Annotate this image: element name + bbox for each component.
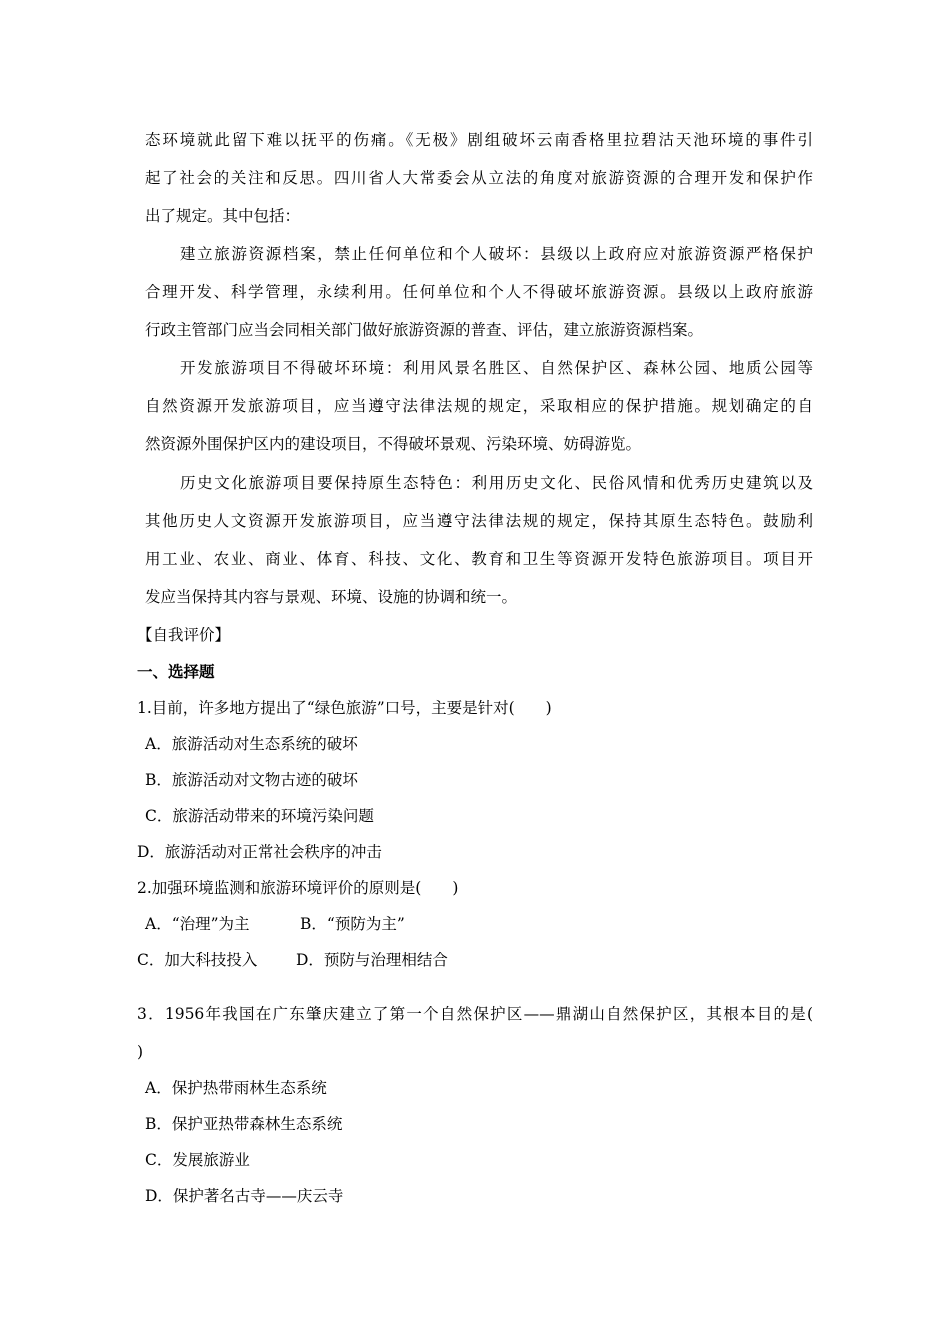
culture-line-2: 其他历史人文资源开发旅游项目，应当遵守法律法规的规定，保持其原生态特色。鼓励利 <box>145 512 813 530</box>
culture-line-3: 用工业、农业、商业、体育、科技、文化、教育和卫生等资源开发特色旅游项目。项目开 <box>145 550 813 568</box>
q1-option-d: D．旅游活动对正常社会秩序的冲击 <box>137 843 382 861</box>
culture-line-4: 发应当保持其内容与景观、环境、设施的协调和统一。 <box>145 588 518 606</box>
q3-stem-line-2: ) <box>137 1043 144 1061</box>
q1-option-a: A．旅游活动对生态系统的破坏 <box>145 735 358 753</box>
intro-line-3: 出了规定。其中包括： <box>145 207 301 225</box>
q1-option-c: C．旅游活动带来的环境污染问题 <box>145 807 374 825</box>
q2-stem: 2.加强环境监测和旅游环境评价的原则是( ) <box>137 879 459 897</box>
q1-option-b: B．旅游活动对文物古迹的破坏 <box>145 771 358 789</box>
q2-option-a: A．“治理”为主 <box>145 915 250 933</box>
q2-option-b: B．“预防为主” <box>300 915 405 933</box>
q3-option-c: C．发展旅游业 <box>145 1151 250 1169</box>
culture-line-1: 历史文化旅游项目要保持原生态特色：利用历史文化、民俗风情和优秀历史建筑以及 <box>180 474 813 492</box>
environment-line-1: 开发旅游项目不得破坏环境：利用风景名胜区、自然保护区、森林公园、地质公园等 <box>180 359 813 377</box>
intro-line-1: 态环境就此留下难以抚平的伤痛。《无极》剧组破坏云南香格里拉碧沽天池环境的事件引 <box>145 131 813 149</box>
q3-option-d: D．保护著名古寺——庆云寺 <box>145 1187 344 1205</box>
archive-line-3: 行政主管部门应当会同相关部门做好旅游资源的普查、评估，建立旅游资源档案。 <box>145 321 704 339</box>
q2-option-d: D．预防与治理相结合 <box>296 951 448 969</box>
q1-stem: 1.目前，许多地方提出了“绿色旅游”口号，主要是针对( ) <box>137 699 552 717</box>
archive-line-1: 建立旅游资源档案，禁止任何单位和个人破坏：县级以上政府应对旅游资源严格保护 <box>180 245 813 263</box>
q3-option-a: A．保护热带雨林生态系统 <box>145 1079 327 1097</box>
intro-line-2: 起了社会的关注和反思。四川省人大常委会从立法的角度对旅游资源的合理开发和保护作 <box>145 169 813 187</box>
environment-line-3: 然资源外围保护区内的建设项目，不得破坏景观、污染环境、妨碍游览。 <box>145 435 642 453</box>
q2-option-c: C．加大科技投入 <box>137 951 258 969</box>
q3-option-b: B．保护亚热带森林生态系统 <box>145 1115 343 1133</box>
environment-line-2: 自然资源开发旅游项目，应当遵守法律法规的规定，采取相应的保护措施。规划确定的自 <box>145 397 813 415</box>
archive-line-2: 合理开发、科学管理，永续利用。任何单位和个人不得破坏旅游资源。县级以上政府旅游 <box>145 283 813 301</box>
q3-stem-line-1: 3．1956年我国在广东肇庆建立了第一个自然保护区——鼎湖山自然保护区，其根本目的是( <box>137 1005 813 1023</box>
section-heading: 一、选择题 <box>137 662 215 681</box>
self-eval-heading: 【自我评价】 <box>137 626 231 644</box>
